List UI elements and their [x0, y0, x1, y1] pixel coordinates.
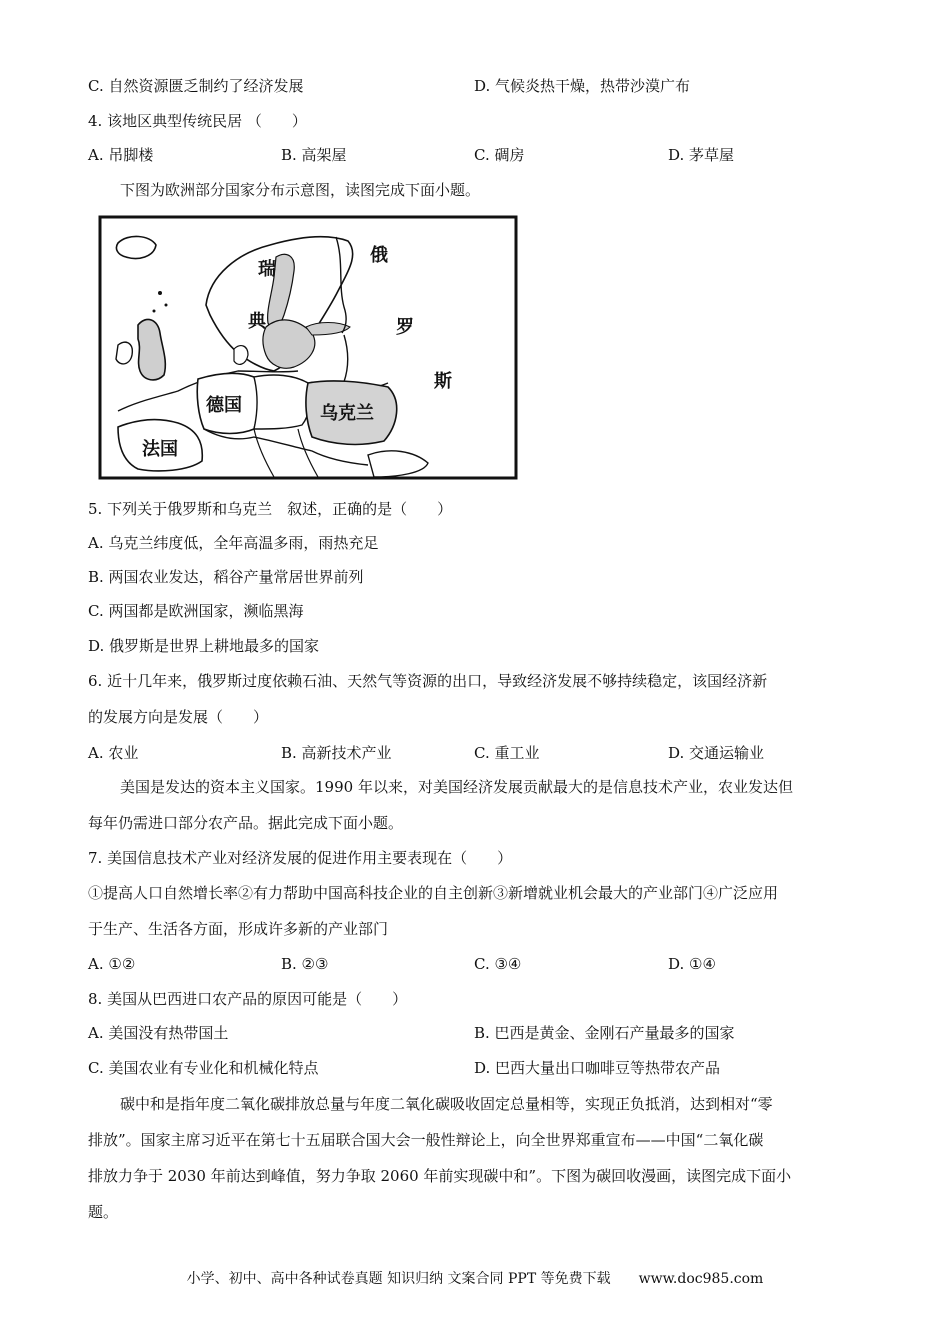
usa-intro-line2: 每年仍需进口部分农产品。据此完成下面小题。	[88, 814, 404, 832]
q7-option-a: A. ①②	[88, 955, 136, 973]
q7-option-d: D. ①④	[668, 955, 716, 973]
q8-stem: 8. 美国从巴西进口农产品的原因可能是（ ）	[88, 990, 408, 1008]
carbon-intro-line3: 排放力争于 2030 年前达到峰值，努力争取 2060 年前实现碳中和”。下图为碳回收漫画，读图完成下面小	[88, 1167, 792, 1185]
carbon-intro-line1: 碳中和是指年度二氧化碳排放总量与年度二氧化碳吸收固定总量相等，实现正负抵消，达到相对“零	[120, 1095, 773, 1113]
q5-option-d: D. 俄罗斯是世界上耕地最多的国家	[88, 637, 320, 655]
europe-map	[98, 215, 518, 480]
carbon-intro-line2: 排放”。国家主席习近平在第七十五届联合国大会一般性辩论上，向全世界郑重宣布——中国“二氧化碳	[88, 1131, 764, 1149]
map-label-germany: 德国	[206, 395, 242, 416]
q8-option-b: B. 巴西是黄金、金刚石产量最多的国家	[474, 1024, 735, 1042]
map-label-si: 斯	[434, 371, 452, 392]
q8-option-d: D. 巴西大量出口咖啡豆等热带农产品	[474, 1059, 721, 1077]
q3-option-d: D. 气候炎热干燥，热带沙漠广布	[474, 77, 691, 95]
map-label-dian: 典	[248, 311, 266, 332]
q6-option-c: C. 重工业	[474, 744, 540, 762]
q7-items-line1: ①提高人口自然增长率②有力帮助中国高科技企业的自主创新③新增就业机会最大的产业部门④广泛应用	[88, 884, 779, 902]
q5-option-c: C. 两国都是欧洲国家，濒临黑海	[88, 602, 304, 620]
q4-option-a: A. 吊脚楼	[88, 146, 154, 164]
q8-option-a: A. 美国没有热带国土	[88, 1024, 229, 1042]
q5-option-b: B. 两国农业发达，稻谷产量常居世界前列	[88, 568, 364, 586]
q7-option-c: C. ③④	[474, 955, 522, 973]
map-label-rui: 瑞	[258, 259, 276, 280]
q7-option-b: B. ②③	[281, 955, 329, 973]
page-footer: 小学、初中、高中各种试卷真题 知识归纳 文案合同 PPT 等免费下载 www.doc985.com	[186, 1271, 764, 1287]
q4-option-c: C. 碉房	[474, 146, 525, 164]
map-intro: 下图为欧洲部分国家分布示意图，读图完成下面小题。	[120, 181, 481, 199]
q6-option-d: D. 交通运输业	[668, 744, 765, 762]
q6-stem-line2: 的发展方向是发展（ ）	[88, 708, 269, 726]
q7-items-line2: 于生产、生活各方面，形成许多新的产业部门	[88, 920, 389, 938]
q6-stem-line1: 6. 近十几年来，俄罗斯过度依赖石油、天然气等资源的出口，导致经济发展不够持续稳定，该国经济新	[88, 672, 768, 690]
map-label-ukraine: 乌克兰	[320, 403, 374, 424]
q5-stem: 5. 下列关于俄罗斯和乌克兰 叙述，正确的是（ ）	[88, 500, 453, 518]
q8-option-c: C. 美国农业有专业化和机械化特点	[88, 1059, 319, 1077]
q4-stem: 4. 该地区典型传统民居 （ ）	[88, 112, 307, 130]
map-label-e: 俄	[370, 245, 388, 266]
q4-option-d: D. 茅草屋	[668, 146, 735, 164]
q4-option-b: B. 高架屋	[281, 146, 347, 164]
q5-option-a: A. 乌克兰纬度低，全年高温多雨，雨热充足	[88, 534, 379, 552]
q3-option-c: C. 自然资源匮乏制约了经济发展	[88, 77, 304, 95]
q7-stem: 7. 美国信息技术产业对经济发展的促进作用主要表现在（ ）	[88, 849, 513, 867]
carbon-intro-line4: 题。	[88, 1203, 119, 1221]
q6-option-a: A. 农业	[88, 744, 139, 762]
map-label-france: 法国	[142, 439, 178, 460]
usa-intro-line1: 美国是发达的资本主义国家。1990 年以来，对美国经济发展贡献最大的是信息技术产业，农业发达但	[120, 778, 793, 796]
map-label-luo: 罗	[396, 317, 414, 338]
q6-option-b: B. 高新技术产业	[281, 744, 392, 762]
